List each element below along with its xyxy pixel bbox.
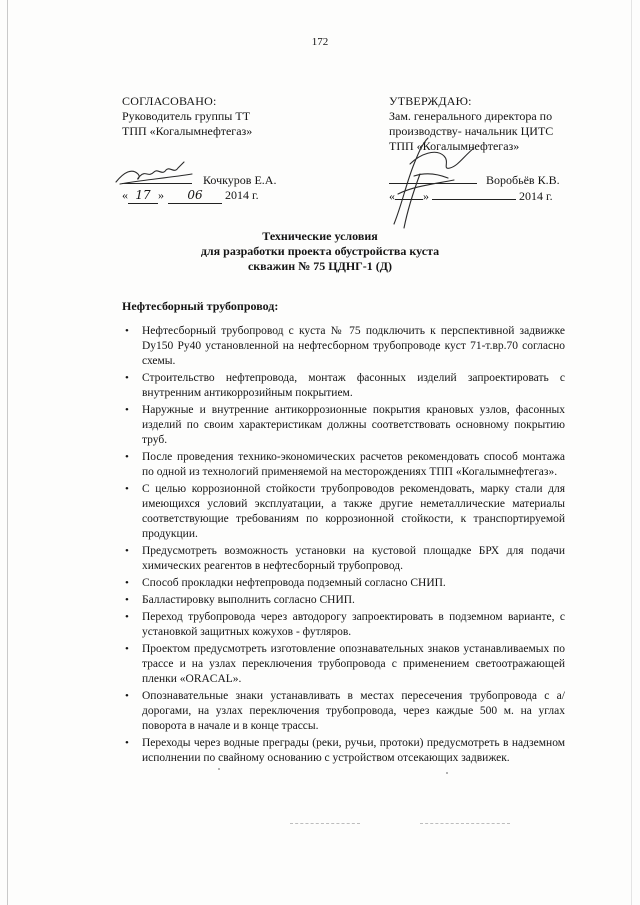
bullet-icon: • [125,483,129,495]
scan-artifact-line [420,823,510,824]
bullet-icon: • [125,325,129,337]
approval-date [122,188,332,204]
approver-organization: ТПП «Когалымнефтегаз» [122,124,253,138]
list-item-text: Проектом предусмотреть изготовление опознавательных знаков устанавливаемых по трассе и на узлах переключения трубопровода с применением светоотражающей пленки «ORACAL». [142,643,565,685]
date-year: 2014 г. [519,189,553,203]
list-item [119,593,565,608]
list-item [119,544,565,574]
bullet-icon: • [125,594,129,606]
approval-title: УТВЕРЖДАЮ: [389,94,472,108]
date-month: 06 [168,188,222,204]
date-quote-close: » [158,188,164,202]
section-heading: Нефтесборный трубопровод: [122,299,279,313]
bullet-icon: • [125,690,129,702]
bullet-icon: • [125,451,129,463]
signer-name: Воробьёв К.В. [486,173,560,187]
list-item [119,450,565,480]
scan-edge-line [631,0,632,905]
list-item [119,610,565,640]
approver-organization: ТПП «Когалымнефтегаз» [389,139,520,153]
list-item [119,642,565,687]
list-item-text: После проведения технико-экономических расчетов рекомендовать способ монтажа по одной из технологий применяемой на месторождениях ТПП «Когалымнефтегаз». [142,451,565,478]
page-number: 172 [311,36,329,48]
signer-name: Кочкуров Е.А. [203,173,277,187]
date-quote-close: » [423,189,429,203]
approval-title: СОГЛАСОВАНО: [122,94,217,108]
list-item-text: Переходы через водные преграды (реки, ручьи, протоки) предусмотреть в надземном исполнении по свайному основанию с устройством отсекающих задвижек. [142,737,565,764]
bullet-icon: • [125,577,129,589]
date-quote-open: « [389,189,395,203]
list-item-text: Балластировку выполнить согласно СНИП. [142,594,355,606]
scan-artifact-line [290,823,360,824]
list-item-text: Предусмотреть возможность установки на кустовой площадке БРХ для подачи химических реагентов в нефтесборный трубопровод. [142,545,565,572]
document-title-line: для разработки проекта обустройства куста [200,244,440,258]
list-item-text: Наружные и внутренние антикоррозионные покрытия крановых узлов, фасонных изделий по своим характеристикам должны соответствовать основному покрытию труб. [142,404,565,446]
list-item [119,403,565,448]
bullet-icon: • [125,611,129,623]
document-title-line: Технические условия [262,229,378,243]
list-item-text: Опознавательные знаки устанавливать в местах пересечения трубопровода с а/дорогами, на узлах переключения трубопровода, через каждые 500 м. на углах поворота в начале и в конце трассы. [142,690,565,732]
bullet-icon: • [125,404,129,416]
approver-position: Зам. генерального директора по [389,109,553,123]
scan-speck [446,772,448,774]
list-item [119,736,565,766]
bullet-icon: • [125,372,129,384]
list-item [119,371,565,401]
approver-position: Руководитель группы ТТ [122,109,251,123]
list-item-text: Способ прокладки нефтепровода подземный согласно СНИП. [142,577,446,589]
approver-position-continued: производству- начальник ЦИТС [389,124,554,138]
scan-edge-line [7,0,8,905]
handwritten-signature [112,158,194,188]
list-item [119,324,565,369]
document-title [0,229,640,274]
document-title-line: скважин № 75 ЦДНГ-1 (Д) [247,259,393,273]
list-item [119,576,565,591]
bullet-icon: • [125,643,129,655]
handwritten-signature [384,134,480,232]
list-item-text: Нефтесборный трубопровод с куста № 75 подключить к перспективной задвижке Dy150 Py40 установленной на нефтесборном трубопроводе куст 71-т.вр.70 согласно схемы. [142,325,565,367]
bullet-icon: • [125,737,129,749]
list-item-text: Строительство нефтепровода, монтаж фасонных изделий запроектировать с внутренним антикоррозийным покрытием. [142,372,565,399]
bullet-icon: • [125,545,129,557]
list-item [119,689,565,734]
list-item-text: Переход трубопровода через автодорогу запроектировать в подземном варианте, с установкой защитных кожухов - футляров. [142,611,565,638]
date-quote-open: « [122,188,128,202]
scan-speck [218,768,220,770]
list-item-text: С целью коррозионной стойкости трубопроводов рекомендовать, марку стали для имеющихся условий эксплуатации, а также другие неметаллические материалы соответствующие требованиям по коррозионной стойкости, к транспортируемой продукции. [142,483,565,540]
date-day: 17 [128,188,158,204]
date-year: 2014 г. [225,188,259,202]
requirements-list [119,324,565,768]
list-item [119,482,565,542]
